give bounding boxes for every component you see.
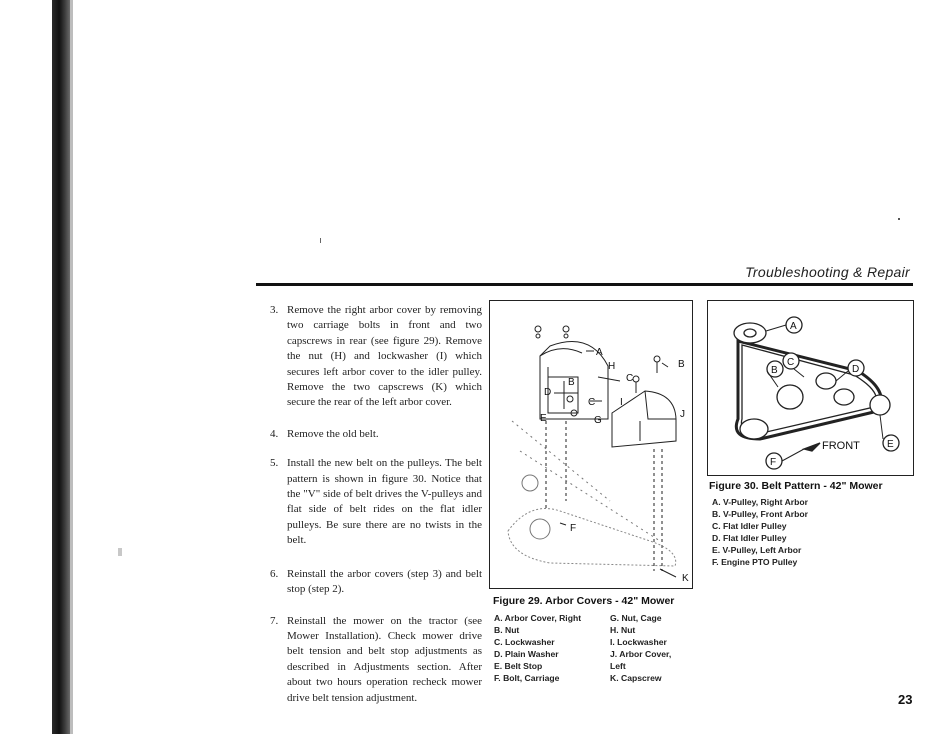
step-7 <box>270 614 482 706</box>
legend-item: F. Engine PTO Pulley <box>712 557 798 567</box>
step-number: 6. <box>270 567 279 580</box>
fig29-label: H <box>608 361 616 372</box>
step-number: 5. <box>270 457 279 470</box>
legend-item: J. Arbor Cover, Left <box>610 649 672 671</box>
scan-speck <box>320 238 321 243</box>
fig30-label: C <box>787 357 795 368</box>
legend-item: A. V-Pulley, Right Arbor <box>712 497 808 507</box>
step-number: 7. <box>270 614 279 627</box>
page-edge <box>70 0 73 734</box>
step-6 <box>270 567 482 598</box>
fig29-label: G <box>594 415 602 426</box>
step-text: Remove the right arbor cover by removing two carriage bolts in front and two capscrews in rear (see figure 29). Remove the nut (H) and lockwasher (I) which secures left arbor cover to the idler pulley. Remove the two capscrews (K) which secure the rear of the left arbor cover. <box>287 304 482 409</box>
legend-item: G. Nut, Cage <box>610 613 662 623</box>
fig29-label: B <box>678 359 685 370</box>
legend-item: C. Flat Idler Pulley <box>712 521 787 531</box>
scan-speck <box>898 218 900 220</box>
step-text: Remove the old belt. <box>287 427 379 440</box>
figure-29-caption: Figure 29. Arbor Covers - 42" Mower <box>493 595 675 607</box>
fig30-label: B <box>771 365 778 376</box>
figure-29-arbor-covers <box>489 300 693 589</box>
header-rule <box>256 283 913 286</box>
scan-speck <box>118 548 122 556</box>
fig30-label: A <box>790 321 797 332</box>
figure-30-belt-pattern <box>707 300 914 476</box>
instruction-steps <box>270 303 482 719</box>
step-text: Install the new belt on the pulleys. The belt pattern is shown in figure 30. Notice that the "V" side of belt drives the V-pulleys and flat side of belt rides on the flat idler pulleys. Be sure there are no twists in the belt. <box>287 457 482 547</box>
figure-30-caption: Figure 30. Belt Pattern - 42" Mower <box>709 480 883 492</box>
fig29-label: J <box>680 409 685 420</box>
figure-30-legend <box>712 496 808 568</box>
fig29-label: D <box>544 387 552 398</box>
legend-item: K. Capscrew <box>610 673 662 683</box>
fig29-label: K <box>682 573 689 584</box>
fig30-label: F <box>770 457 777 468</box>
step-text: Reinstall the arbor covers (step 3) and belt stop (step 2). <box>287 567 482 596</box>
section-header-title: Troubleshooting & Repair <box>745 264 910 280</box>
step-3 <box>270 303 482 411</box>
legend-item: H. Nut <box>610 625 636 635</box>
fig29-label: C <box>626 373 634 384</box>
legend-item: A. Arbor Cover, Right <box>494 613 582 623</box>
legend-item: D. Plain Washer <box>494 649 559 659</box>
page-number: 23 <box>898 692 913 707</box>
step-number: 3. <box>270 304 279 316</box>
legend-item: D. Flat Idler Pulley <box>712 533 787 543</box>
step-4 <box>270 427 482 442</box>
book-binding-shadow <box>52 0 70 734</box>
legend-item: F. Bolt, Carriage <box>494 673 560 683</box>
fig29-label: A <box>596 347 603 358</box>
fig29-label: I <box>620 397 623 408</box>
front-label: FRONT <box>822 440 860 452</box>
step-number: 4. <box>270 427 279 440</box>
legend-item: E. V-Pulley, Left Arbor <box>712 545 802 555</box>
figure-29-legend-right <box>610 612 696 684</box>
arbor-covers-illustration <box>490 301 692 588</box>
step-text: Reinstall the mower on the tractor (see Mower Installation). Check mower drive belt tension and belt stop adjustments as described in Adjustments section. After about two hours operation recheck mower drive belt tension adjustment. <box>287 614 482 704</box>
figure-29-legend-left <box>494 612 612 684</box>
fig29-label: F <box>570 523 577 534</box>
belt-pattern-illustration <box>708 301 913 475</box>
legend-item: I. Lockwasher <box>610 637 667 647</box>
fig29-label: C <box>588 397 596 408</box>
fig30-label: D <box>852 364 860 375</box>
legend-item: B. V-Pulley, Front Arbor <box>712 509 808 519</box>
fig29-label: E <box>540 413 547 424</box>
fig29-label: B <box>568 377 575 388</box>
fig30-label: E <box>887 439 894 450</box>
legend-item: C. Lockwasher <box>494 637 555 647</box>
legend-item: B. Nut <box>494 625 520 635</box>
legend-item: E. Belt Stop <box>494 661 543 671</box>
step-5 <box>270 456 482 548</box>
